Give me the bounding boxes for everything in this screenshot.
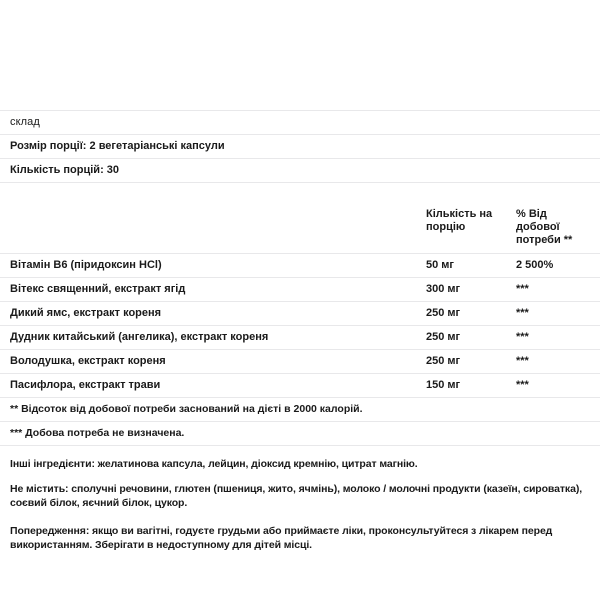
table-row: [0, 373, 600, 397]
ingredient-name: Вітекс священний, екстракт ягід: [10, 283, 186, 295]
table-header-row: [0, 201, 600, 253]
table-bottom-separator: [0, 445, 600, 446]
ingredient-amount: 250 мг: [426, 307, 461, 319]
table-row: [0, 253, 600, 277]
top-spacer: [0, 0, 600, 110]
table-row: [0, 277, 600, 301]
ingredient-daily-value: ***: [516, 331, 529, 343]
footnote-daily-value-not-established: *** Добова потреба не визначена.: [10, 427, 185, 439]
ingredient-daily-value: ***: [516, 283, 529, 295]
other-ingredients-text: Інші інгредієнти: желатинова капсула, лейцин, діоксид кремнію, цитрат магнію.: [10, 458, 418, 470]
servings-per-container-row: [0, 158, 600, 182]
ingredient-name: Вітамін B6 (піридоксин HCl): [10, 259, 162, 271]
ingredient-name: Дикий ямс, екстракт кореня: [10, 307, 162, 319]
ingredient-amount: 250 мг: [426, 331, 461, 343]
panel-title-row: [0, 110, 600, 134]
footnote-daily-value-basis: ** Відсоток від добової потреби заснований на дієті в 2000 калорій.: [10, 403, 363, 415]
ingredient-amount: 50 мг: [426, 259, 455, 271]
ingredient-amount: 150 мг: [426, 379, 461, 391]
servings-per-container-text: Кількість порцій: 30: [10, 164, 120, 176]
ingredient-daily-value: 2 500%: [516, 259, 554, 271]
panel-title: склад: [10, 116, 40, 128]
table-row: [0, 325, 600, 349]
free-from-text: Не містить: сполучні речовини, глютен (пшениця, жито, ячмінь), молоко / молочні продукти (казеїн, сироватка), соєвий білок, яєчний білок, цукор.: [10, 483, 583, 509]
column-header-amount-per-serving: Кількість на порцію: [426, 208, 493, 233]
footnote-row: [0, 421, 600, 445]
ingredient-daily-value: ***: [516, 355, 529, 367]
serving-size-row: [0, 134, 600, 158]
table-row: [0, 301, 600, 325]
ingredient-daily-value: ***: [516, 307, 529, 319]
ingredient-name: Пасифлора, екстракт трави: [10, 379, 161, 391]
header-gap: [0, 182, 600, 201]
ingredient-amount: 250 мг: [426, 355, 461, 367]
ingredient-name: Дудник китайський (ангелика), екстракт кореня: [10, 331, 269, 343]
column-header-daily-value: % Від добової потреби **: [516, 208, 573, 246]
table-row: [0, 349, 600, 373]
ingredient-name: Володушка, екстракт кореня: [10, 355, 166, 367]
footnote-row: [0, 397, 600, 421]
warning-text: Попередження: якщо ви вагітні, годуєте грудьми або приймаєте ліки, проконсультуйтеся з лікарем перед використанням. Зберігати в недоступному для дітей місці.: [10, 525, 553, 551]
serving-size-text: Розмір порції: 2 вегетаріанські капсули: [10, 140, 225, 152]
ingredient-daily-value: ***: [516, 379, 529, 391]
ingredient-amount: 300 мг: [426, 283, 461, 295]
